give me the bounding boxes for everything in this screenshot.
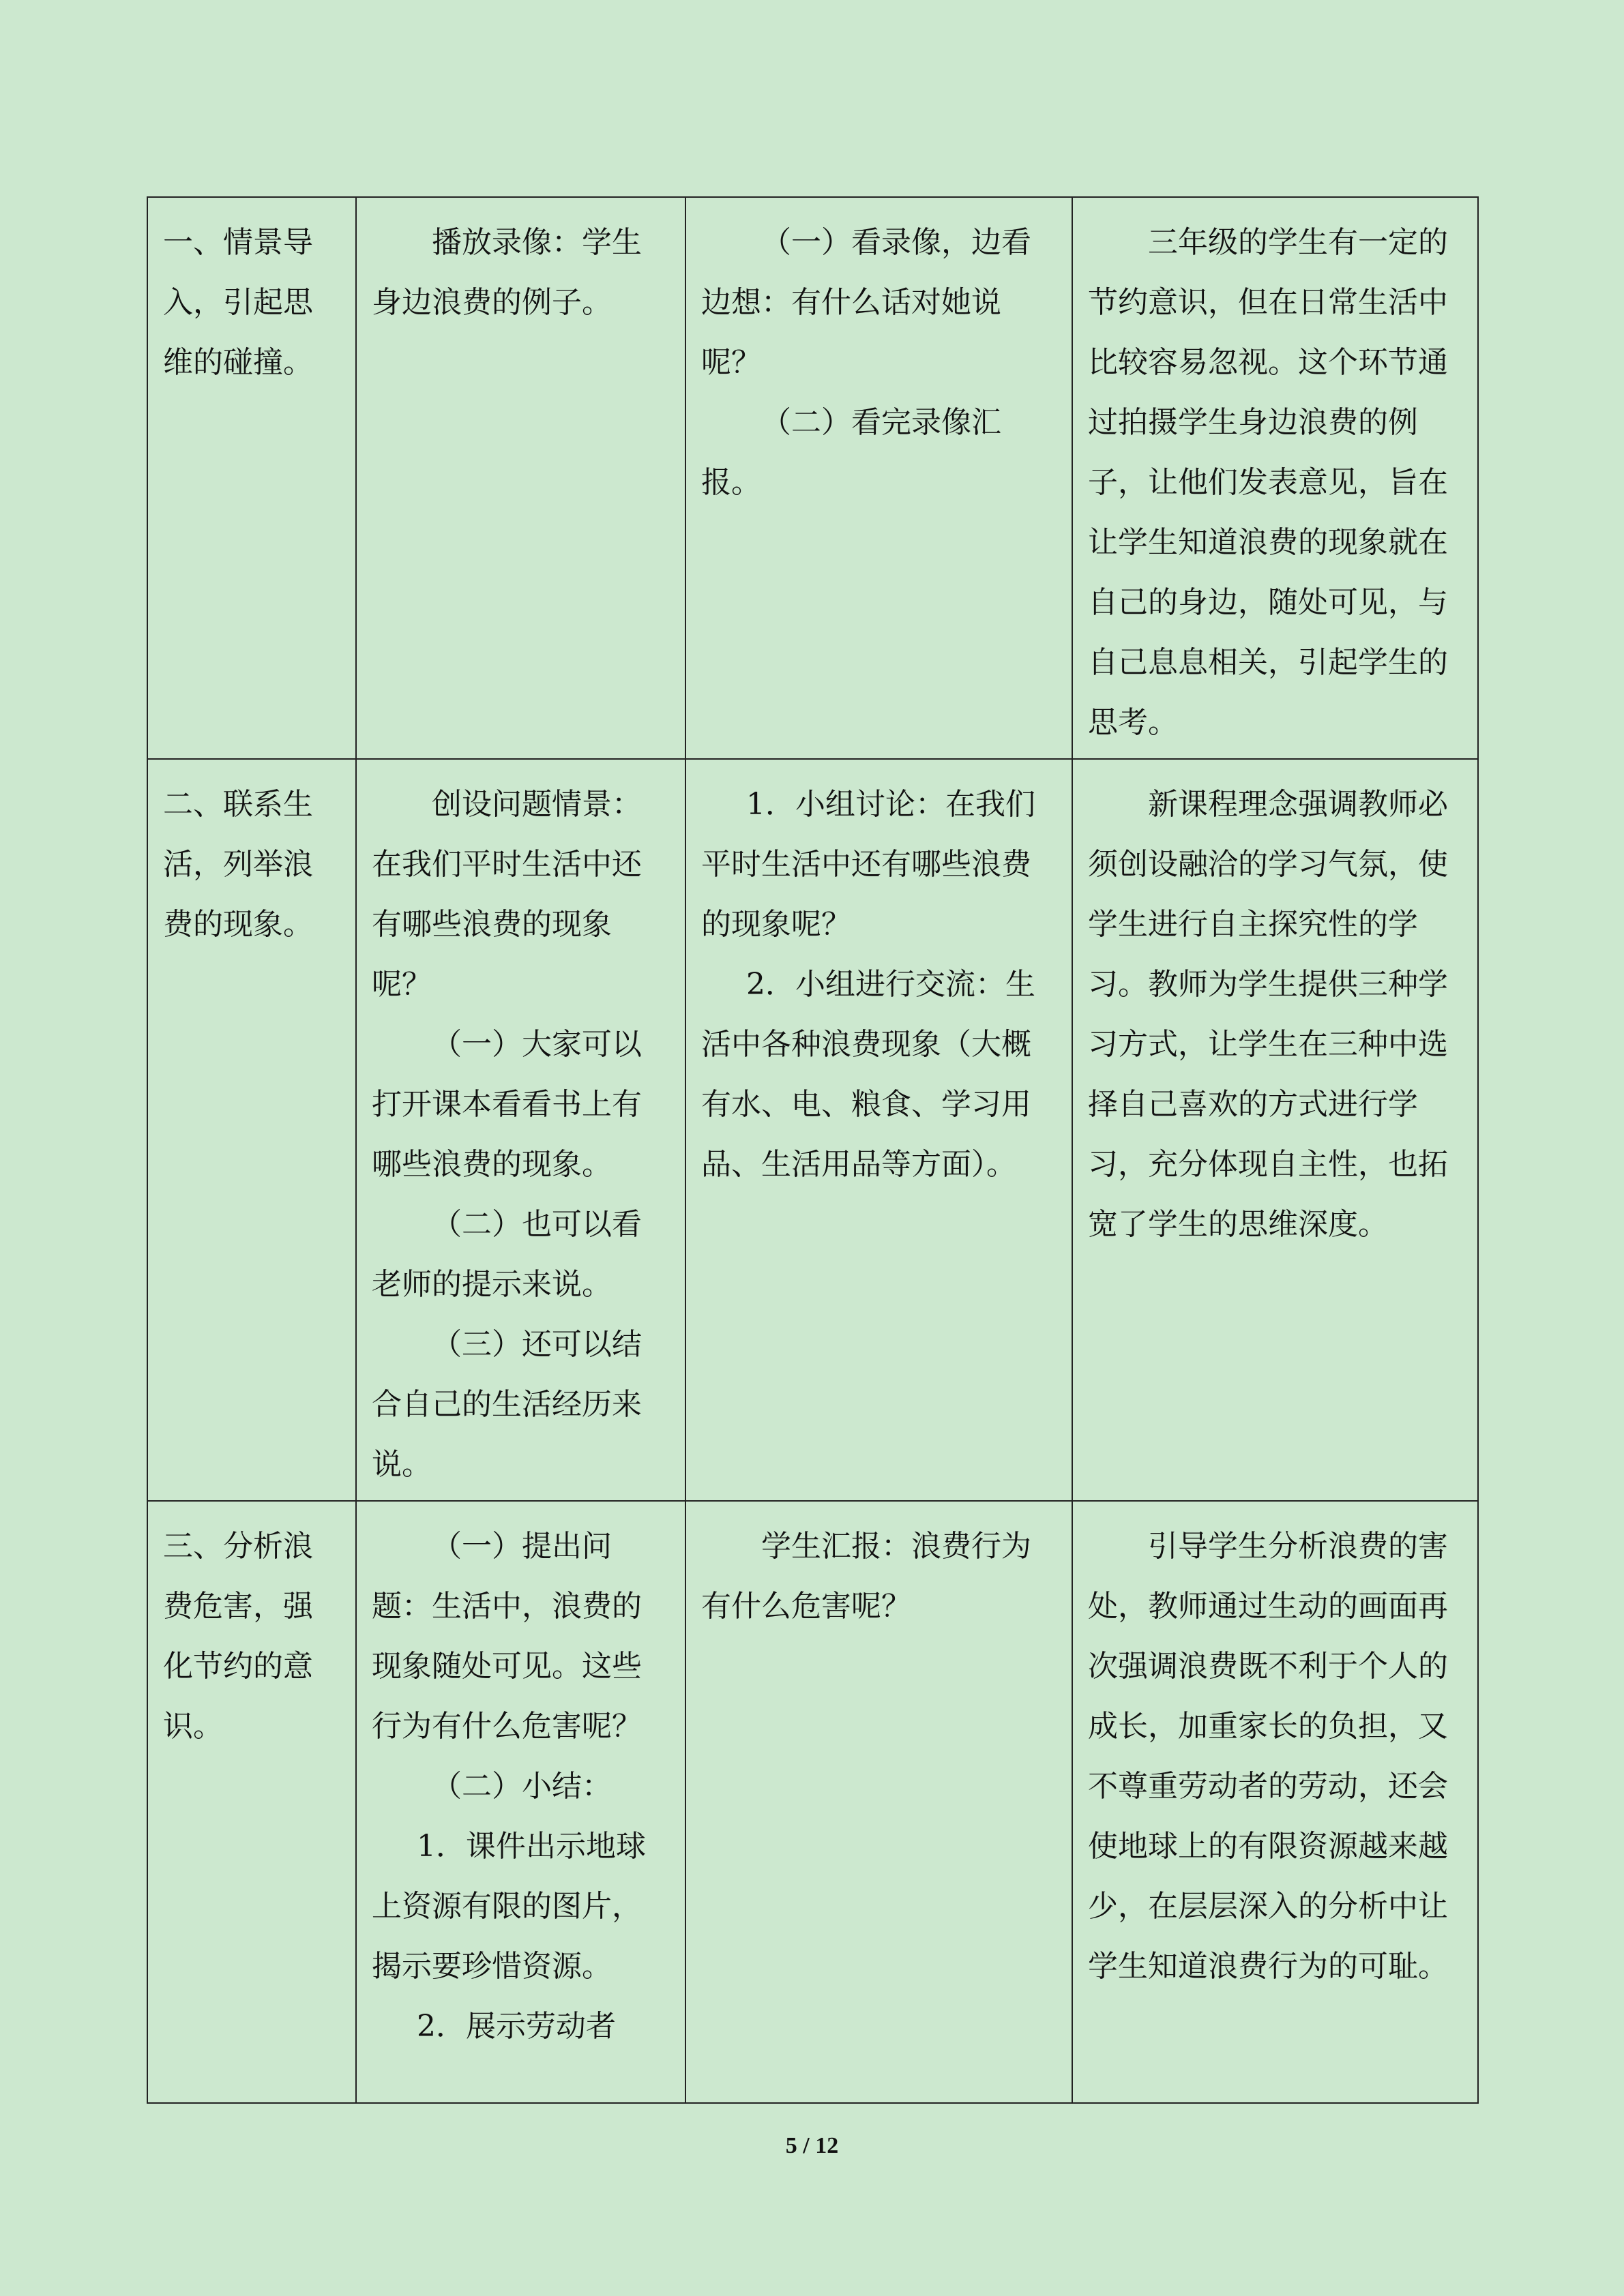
design-intent-cell bbox=[1072, 759, 1478, 1501]
stage-text: 一、情景导入，引起思维的碰撞。 bbox=[163, 225, 313, 380]
stage-text: 二、联系生活，列举浪费的现象。 bbox=[163, 787, 313, 942]
design-intent-text: 三年级的学生有一定的节约意识，但在日常生活中比较容易忽视。这个环节通过拍摄学生身边浪费的例子，让他们发表意见，旨在让学生知道浪费的现象就在自己的身边，随处可见，与自己息息相关，引起学生的思考。 bbox=[1088, 225, 1448, 740]
design-intent-text: 新课程理念强调教师必须创设融洽的学习气氛，使学生进行自主探究性的学习。教师为学生提供三种学习方式，让学生在三种中选择自己喜欢的方式进行学习，充分体现自主性，也拓宽了学生的思维深度。 bbox=[1088, 787, 1448, 1242]
teacher-activity-text: （二）也可以看老师的提示来说。 bbox=[372, 1207, 642, 1302]
design-intent-text: 引导学生分析浪费的害处，教师通过生动的画面再次强调浪费既不利于个人的成长，加重家长的负担，又不尊重劳动者的劳动，还会使地球上的有限资源越来越少，在层层深入的分析中让学生知道浪费行为的可耻。 bbox=[1088, 1529, 1448, 1984]
teacher-activity-cell bbox=[356, 197, 685, 759]
stage-cell bbox=[147, 759, 356, 1501]
teacher-activity-cell bbox=[356, 759, 685, 1501]
teacher-activity-text: （一）大家可以打开课本看看书上有哪些浪费的现象。 bbox=[372, 1027, 642, 1182]
student-activity-text: 2．小组进行交流：生活中各种浪费现象（大概有水、电、粮食、学习用品、生活用品等方面）。 bbox=[701, 967, 1035, 1182]
student-activity-text: （二）看完录像汇报。 bbox=[701, 405, 1001, 500]
lesson-plan-table bbox=[147, 196, 1479, 2104]
student-activity-cell bbox=[685, 197, 1072, 759]
teacher-activity-text: 播放录像：学生身边浪费的例子。 bbox=[372, 225, 642, 320]
table-row bbox=[147, 759, 1478, 1501]
table-row bbox=[147, 197, 1478, 759]
teacher-activity-text: （二）小结： bbox=[432, 1769, 612, 1804]
stage-text: 三、分析浪费危害，强化节约的意识。 bbox=[163, 1529, 313, 1744]
student-activity-text: 1．小组讨论：在我们平时生活中还有哪些浪费的现象呢？ bbox=[701, 787, 1035, 942]
stage-cell bbox=[147, 1501, 356, 2103]
student-activity-cell bbox=[685, 1501, 1072, 2103]
student-activity-cell bbox=[685, 759, 1072, 1501]
teacher-activity-text: （一）提出问题：生活中，浪费的现象随处可见。这些行为有什么危害呢？ bbox=[372, 1529, 642, 1744]
teacher-activity-text: 创设问题情景：在我们平时生活中还有哪些浪费的现象呢？ bbox=[372, 787, 642, 1002]
design-intent-cell bbox=[1072, 197, 1478, 759]
design-intent-cell bbox=[1072, 1501, 1478, 2103]
page-number: 5 / 12 bbox=[785, 2133, 839, 2158]
student-activity-text: 学生汇报：浪费行为有什么危害呢？ bbox=[701, 1529, 1031, 1624]
teacher-activity-text: 1．课件出示地球上资源有限的图片，揭示要珍惜资源。 bbox=[372, 1829, 646, 1984]
table-row bbox=[147, 1501, 1478, 2103]
teacher-activity-cell bbox=[356, 1501, 685, 2103]
stage-cell bbox=[147, 197, 356, 759]
teacher-activity-text: （三）还可以结合自己的生活经历来说。 bbox=[372, 1327, 642, 1482]
teacher-activity-text: 2．展示劳动者 bbox=[417, 2009, 616, 2044]
student-activity-text: （一）看录像，边看边想：有什么话对她说呢？ bbox=[701, 225, 1031, 380]
